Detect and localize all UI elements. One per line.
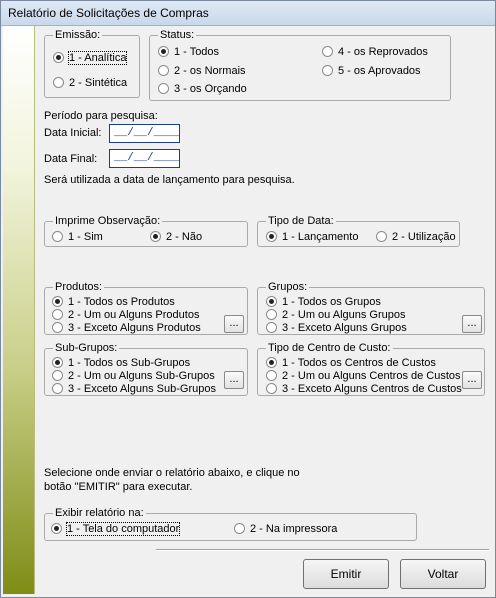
exibir-option-tela[interactable]: 1 - Tela do computador [51, 523, 179, 536]
status-option-reprovados[interactable]: 4 - os Reprovados [322, 46, 428, 59]
radio-unchecked-icon [266, 383, 277, 394]
produtos-option-um-ou-alguns[interactable]: 2 - Um ou Alguns Produtos [52, 309, 199, 322]
emissao-legend: Emissão: [55, 29, 101, 41]
window-title: Relatório de Solicitações de Compras [8, 6, 209, 20]
status-option-orcando[interactable]: 3 - os Orçando [158, 83, 247, 96]
radio-checked-icon [266, 296, 277, 307]
grupos-legend: Grupos: [268, 281, 308, 293]
subgrupos-option-todos[interactable]: 1 - Todos os Sub-Grupos [52, 357, 190, 370]
emissao-group [44, 29, 140, 98]
tipo-data-option-utilizacao[interactable]: 2 - Utilização [376, 231, 456, 244]
radio-unchecked-icon [158, 83, 169, 94]
radio-checked-icon [53, 52, 64, 63]
centro-custo-option-exceto[interactable]: 3 - Exceto Alguns Centros de Custos [266, 383, 462, 396]
radio-unchecked-icon [266, 322, 277, 333]
exibir-option-impressora[interactable]: 2 - Na impressora [234, 523, 337, 536]
tipo-data-option-lancamento[interactable]: 1 - Lançamento [266, 231, 358, 244]
data-inicial-label: Data Inicial: [44, 127, 102, 139]
produtos-select-button[interactable]: ... [224, 315, 244, 333]
centro-custo-group [257, 342, 485, 396]
instructions-line1: Selecione onde enviar o relatório abaixo, e clique no [44, 467, 300, 479]
title-bar [1, 1, 495, 26]
produtos-option-exceto[interactable]: 3 - Exceto Alguns Produtos [52, 322, 201, 335]
status-legend: Status: [160, 29, 195, 41]
radio-unchecked-icon [53, 77, 64, 88]
radio-unchecked-icon [52, 370, 63, 381]
produtos-group [44, 281, 248, 335]
subgrupos-legend: Sub-Grupos: [55, 342, 118, 354]
periodo-note: Será utilizada a data de lançamento para pesquisa. [44, 174, 295, 186]
radio-unchecked-icon [322, 65, 333, 76]
radio-unchecked-icon [376, 231, 387, 242]
radio-checked-icon [150, 231, 161, 242]
centro-custo-legend: Tipo de Centro de Custo: [268, 342, 391, 354]
data-inicial-input[interactable]: __/__/____ [109, 124, 180, 143]
radio-unchecked-icon [266, 309, 277, 320]
subgrupos-option-um-ou-alguns[interactable]: 2 - Um ou Alguns Sub-Grupos [52, 370, 215, 383]
observacao-group [44, 215, 248, 247]
radio-checked-icon [266, 231, 277, 242]
radio-checked-icon [52, 296, 63, 307]
status-option-aprovados[interactable]: 5 - os Aprovados [322, 65, 421, 78]
radio-unchecked-icon [158, 65, 169, 76]
radio-unchecked-icon [52, 231, 63, 242]
radio-checked-icon [51, 523, 62, 534]
voltar-button[interactable]: Voltar [400, 559, 486, 589]
observacao-option-nao[interactable]: 2 - Não [150, 231, 202, 244]
radio-unchecked-icon [52, 309, 63, 320]
exibir-legend: Exibir relatório na: [55, 507, 144, 519]
centro-custo-option-um-ou-alguns[interactable]: 2 - Um ou Alguns Centros de Custos [266, 370, 461, 383]
emitir-button[interactable]: Emitir [303, 559, 389, 589]
centro-custo-select-button[interactable]: ... [462, 371, 482, 389]
radio-unchecked-icon [266, 370, 277, 381]
observacao-legend: Imprime Observação: [55, 215, 161, 227]
radio-checked-icon [266, 357, 277, 368]
produtos-legend: Produtos: [55, 281, 103, 293]
observacao-option-sim[interactable]: 1 - Sim [52, 231, 103, 244]
grupos-option-todos[interactable]: 1 - Todos os Grupos [266, 296, 381, 309]
subgrupos-select-button[interactable]: ... [224, 371, 244, 389]
tipo-data-legend: Tipo de Data: [268, 215, 334, 227]
radio-unchecked-icon [322, 46, 333, 57]
centro-custo-option-todos[interactable]: 1 - Todos os Centros de Custos [266, 357, 436, 370]
subgrupos-group [44, 342, 248, 396]
instructions-line2: botão "EMITIR" para executar. [44, 481, 193, 493]
periodo-title: Período para pesquisa: [44, 110, 158, 122]
emissao-option-analitica[interactable]: 1 - Analítica [53, 52, 126, 65]
grupos-select-button[interactable]: ... [462, 315, 482, 333]
status-option-normais[interactable]: 2 - os Normais [158, 65, 246, 78]
produtos-option-todos[interactable]: 1 - Todos os Produtos [52, 296, 175, 309]
status-group [149, 29, 451, 101]
radio-checked-icon [52, 357, 63, 368]
emissao-option-sintetica[interactable]: 2 - Sintética [53, 77, 127, 90]
status-option-todos[interactable]: 1 - Todos [158, 46, 219, 59]
data-final-label: Data Final: [44, 153, 98, 165]
decorative-side-banner [3, 26, 35, 594]
grupos-group [257, 281, 485, 335]
exibir-group [44, 507, 417, 541]
radio-unchecked-icon [52, 322, 63, 333]
radio-unchecked-icon [52, 383, 63, 394]
radio-unchecked-icon [234, 523, 245, 534]
grupos-option-um-ou-alguns[interactable]: 2 - Um ou Alguns Grupos [266, 309, 406, 322]
subgrupos-option-exceto[interactable]: 3 - Exceto Alguns Sub-Grupos [52, 383, 216, 396]
radio-checked-icon [158, 46, 169, 57]
footer-separator [156, 549, 489, 551]
tipo-data-group [257, 215, 460, 247]
data-final-input[interactable]: __/__/____ [109, 149, 180, 168]
grupos-option-exceto[interactable]: 3 - Exceto Alguns Grupos [266, 322, 407, 335]
